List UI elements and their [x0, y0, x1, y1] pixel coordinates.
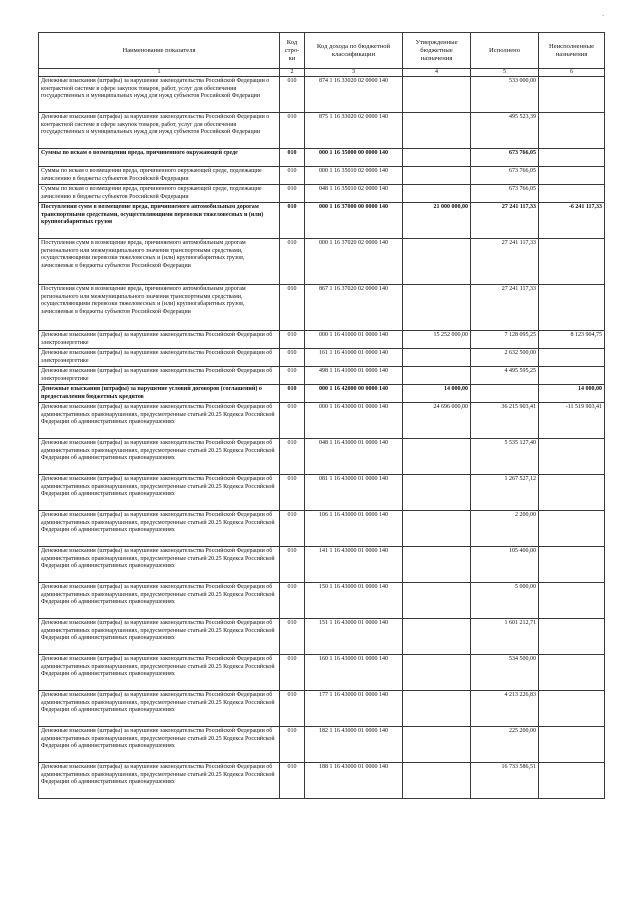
unexecuted-amount-cell	[539, 475, 605, 511]
indicator-name-cell: Суммы по искам о возмещении вреда, причиненного окружающей среде	[39, 149, 280, 167]
row-code-cell: 010	[280, 403, 305, 439]
unexecuted-amount-cell	[539, 167, 605, 185]
executed-amount-cell: 225 200,00	[471, 727, 539, 763]
unexecuted-amount-cell	[539, 727, 605, 763]
table-row	[39, 349, 605, 367]
indicator-name-cell: Денежные взыскания (штрафы) за нарушение законодательства Российской Федерации об административных правонарушениях, предусмотренные статьей 20.25 Кодекса Российской Федерации об административных правонарушениях	[39, 763, 280, 799]
executed-amount-cell: 4 213 226,83	[471, 691, 539, 727]
executed-amount-cell: 7 128 095,25	[471, 331, 539, 349]
unexecuted-amount-cell	[539, 655, 605, 691]
table-row	[39, 149, 605, 167]
table-row	[39, 475, 605, 511]
executed-amount-cell: 36 215 903,41	[471, 403, 539, 439]
income-code-cell: 106 1 16 43000 01 0000 140	[305, 511, 403, 547]
indicator-name-cell: Денежные взыскания (штрафы) за нарушение законодательства Российской Федерации об административных правонарушениях, предусмотренные статьей 20.25 Кодекса Российской Федерации об административных правонарушениях	[39, 475, 280, 511]
indicator-name-cell: Денежные взыскания (штрафы) за нарушение законодательства Российской Федерации об административных правонарушениях, предусмотренные статьей 20.25 Кодекса Российской Федерации об административных правонарушениях	[39, 439, 280, 475]
indicator-name-cell: Суммы по искам о возмещении вреда, причиненного окружающей среде, подлежащие зачислению в бюджеты субъектов Российской Федерации	[39, 185, 280, 203]
approved-amount-cell	[403, 619, 471, 655]
column-number: 2	[280, 69, 305, 77]
indicator-name-cell: Поступления сумм в возмещение вреда, причиняемого автомобильным дорогам регионального или межмуниципального значения транспортными средствами, осуществляющими перевозки тяжеловесных и (или) крупногабаритных грузов, зачисляемые в бюджеты субъектов Российской Федерации	[39, 239, 280, 285]
approved-amount-cell	[403, 475, 471, 511]
unexecuted-amount-cell	[539, 149, 605, 167]
table-row	[39, 331, 605, 349]
executed-amount-cell: 1 601 212,71	[471, 619, 539, 655]
executed-amount-cell: 533 000,00	[471, 77, 539, 113]
income-code-cell: 160 1 16 43000 01 0000 140	[305, 655, 403, 691]
row-code-cell: 010	[280, 655, 305, 691]
executed-amount-cell: 27 241 117,33	[471, 239, 539, 285]
unexecuted-amount-cell: 14 000,00	[539, 385, 605, 403]
header-row-code: Код стро-ки	[280, 33, 305, 69]
executed-amount-cell: 16 733 586,51	[471, 763, 539, 799]
indicator-name-cell: Денежные взыскания (штрафы) за нарушение законодательства Российской Федерации об электроэнергетике	[39, 367, 280, 385]
row-code-cell: 010	[280, 511, 305, 547]
table-row	[39, 367, 605, 385]
executed-amount-cell: 673 766,05	[471, 167, 539, 185]
table-row	[39, 619, 605, 655]
row-code-cell: 010	[280, 149, 305, 167]
unexecuted-amount-cell	[539, 511, 605, 547]
table-row	[39, 113, 605, 149]
column-number: 6	[539, 69, 605, 77]
column-number: 4	[403, 69, 471, 77]
column-number-row	[39, 69, 605, 77]
table-row	[39, 385, 605, 403]
income-code-cell: 000 1 16 41000 01 0000 140	[305, 331, 403, 349]
income-code-cell: 150 1 16 43000 01 0000 140	[305, 583, 403, 619]
indicator-name-cell: Денежные взыскания (штрафы) за нарушение законодательства Российской Федерации об административных правонарушениях, предусмотренные статьей 20.25 Кодекса Российской Федерации об административных правонарушениях	[39, 583, 280, 619]
approved-amount-cell	[403, 439, 471, 475]
unexecuted-amount-cell	[539, 185, 605, 203]
indicator-name-cell: Денежные взыскания (штрафы) за нарушение законодательства Российской Федерации об административных правонарушениях, предусмотренные статьей 20.25 Кодекса Российской Федерации об административных правонарушениях	[39, 619, 280, 655]
executed-amount-cell: 495 523,39	[471, 113, 539, 149]
approved-amount-cell	[403, 349, 471, 367]
indicator-name-cell: Денежные взыскания (штрафы) за нарушение условий договоров (соглашений) о предоставлении бюджетных кредитов	[39, 385, 280, 403]
unexecuted-amount-cell: -11 519 903,41	[539, 403, 605, 439]
table-row	[39, 583, 605, 619]
indicator-name-cell: Денежные взыскания (штрафы) за нарушение законодательства Российской Федерации о контрактной системе в сфере закупок товаров, работ, услуг для обеспечения государственных и муниципальных нужд для нужд субъектов Российской Федерации	[39, 77, 280, 113]
income-code-cell: 141 1 16 43000 01 0000 140	[305, 547, 403, 583]
unexecuted-amount-cell	[539, 113, 605, 149]
income-code-cell: 048 1 16 35010 02 0000 140	[305, 185, 403, 203]
unexecuted-amount-cell	[539, 619, 605, 655]
approved-amount-cell: 24 696 000,00	[403, 403, 471, 439]
row-code-cell: 010	[280, 185, 305, 203]
executed-amount-cell: 5 535 127,40	[471, 439, 539, 475]
row-code-cell: 010	[280, 763, 305, 799]
header-income-code: Код дохода по бюджетной классификации	[305, 33, 403, 69]
income-code-cell: 000 1 16 35010 02 0000 140	[305, 167, 403, 185]
income-code-cell: 048 1 16 43000 01 0000 140	[305, 439, 403, 475]
table-row	[39, 403, 605, 439]
income-code-cell: 161 1 16 41000 01 0000 140	[305, 349, 403, 367]
row-code-cell: 010	[280, 239, 305, 285]
table-header-row	[39, 33, 605, 69]
row-code-cell: 010	[280, 547, 305, 583]
approved-amount-cell	[403, 727, 471, 763]
table-row	[39, 547, 605, 583]
unexecuted-amount-cell	[539, 77, 605, 113]
table-row	[39, 691, 605, 727]
executed-amount-cell: 2 632 500,00	[471, 349, 539, 367]
unexecuted-amount-cell	[539, 349, 605, 367]
income-code-cell: 188 1 16 43000 01 0000 140	[305, 763, 403, 799]
row-code-cell: 010	[280, 619, 305, 655]
unexecuted-amount-cell	[539, 763, 605, 799]
income-code-cell: 000 1 16 37000 00 0000 140	[305, 203, 403, 239]
executed-amount-cell: 673 766,05	[471, 149, 539, 167]
income-code-cell: 874 1 16 33020 02 0000 140	[305, 77, 403, 113]
approved-amount-cell	[403, 113, 471, 149]
table-body	[39, 77, 605, 799]
unexecuted-amount-cell: -6 241 117,33	[539, 203, 605, 239]
header-unexecuted: Неисполненные назначения	[539, 33, 605, 69]
indicator-name-cell: Денежные взыскания (штрафы) за нарушение законодательства Российской Федерации об электроэнергетике	[39, 331, 280, 349]
approved-amount-cell	[403, 583, 471, 619]
row-code-cell: 010	[280, 285, 305, 331]
approved-amount-cell	[403, 691, 471, 727]
approved-amount-cell: 21 000 000,00	[403, 203, 471, 239]
indicator-name-cell: Денежные взыскания (штрафы) за нарушение законодательства Российской Федерации об электроэнергетике	[39, 349, 280, 367]
table-row	[39, 167, 605, 185]
approved-amount-cell: 14 000,00	[403, 385, 471, 403]
approved-amount-cell	[403, 185, 471, 203]
executed-amount-cell: 534 500,00	[471, 655, 539, 691]
income-code-cell: 000 1 16 43000 01 0000 140	[305, 403, 403, 439]
unexecuted-amount-cell: 8 123 904,75	[539, 331, 605, 349]
executed-amount-cell: 27 241 117,33	[471, 203, 539, 239]
row-code-cell: 010	[280, 583, 305, 619]
approved-amount-cell	[403, 167, 471, 185]
table-row	[39, 185, 605, 203]
indicator-name-cell: Денежные взыскания (штрафы) за нарушение законодательства Российской Федерации об административных правонарушениях, предусмотренные статьей 20.25 Кодекса Российской Федерации об административных правонарушениях	[39, 511, 280, 547]
unexecuted-amount-cell	[539, 239, 605, 285]
table-row	[39, 77, 605, 113]
executed-amount-cell: 673 766,05	[471, 185, 539, 203]
table-row	[39, 439, 605, 475]
row-code-cell: 010	[280, 77, 305, 113]
approved-amount-cell	[403, 763, 471, 799]
income-code-cell: 081 1 16 43000 01 0000 140	[305, 475, 403, 511]
header-approved: Утвержденные бюджетные назначения	[403, 33, 471, 69]
indicator-name-cell: Поступления сумм в возмещение вреда, причиняемого автомобильным дорогам регионального или межмуниципального значения транспортными средствами, осуществляющими перевозки тяжеловесных и (или) крупногабаритных грузов, зачисляемые в бюджеты субъектов Российской Федерации	[39, 285, 280, 331]
executed-amount-cell: 1 267 527,12	[471, 475, 539, 511]
table-row	[39, 239, 605, 285]
approved-amount-cell	[403, 285, 471, 331]
row-code-cell: 010	[280, 167, 305, 185]
row-code-cell: 010	[280, 475, 305, 511]
approved-amount-cell	[403, 547, 471, 583]
income-code-cell: 000 1 16 35000 00 0000 140	[305, 149, 403, 167]
income-execution-table	[38, 32, 605, 799]
row-code-cell: 010	[280, 367, 305, 385]
indicator-name-cell: Денежные взыскания (штрафы) за нарушение законодательства Российской Федерации об административных правонарушениях, предусмотренные статьей 20.25 Кодекса Российской Федерации об административных правонарушениях	[39, 691, 280, 727]
column-number: 3	[305, 69, 403, 77]
income-code-cell: 182 1 16 43000 01 0000 140	[305, 727, 403, 763]
table-row	[39, 655, 605, 691]
indicator-name-cell: Денежные взыскания (штрафы) за нарушение законодательства Российской Федерации об административных правонарушениях, предусмотренные статьей 20.25 Кодекса Российской Федерации об административных правонарушениях	[39, 727, 280, 763]
scan-mark: .	[602, 10, 604, 18]
indicator-name-cell: Денежные взыскания (штрафы) за нарушение законодательства Российской Федерации об административных правонарушениях, предусмотренные статьей 20.25 Кодекса Российской Федерации об административных правонарушениях	[39, 403, 280, 439]
indicator-name-cell: Денежные взыскания (штрафы) за нарушение законодательства Российской Федерации об административных правонарушениях, предусмотренные статьей 20.25 Кодекса Российской Федерации об административных правонарушениях	[39, 547, 280, 583]
approved-amount-cell	[403, 239, 471, 285]
row-code-cell: 010	[280, 113, 305, 149]
table-row	[39, 203, 605, 239]
row-code-cell: 010	[280, 331, 305, 349]
row-code-cell: 010	[280, 203, 305, 239]
indicator-name-cell: Денежные взыскания (штрафы) за нарушение законодательства Российской Федерации об административных правонарушениях, предусмотренные статьей 20.25 Кодекса Российской Федерации об административных правонарушениях	[39, 655, 280, 691]
executed-amount-cell: 27 241 117,33	[471, 285, 539, 331]
row-code-cell: 010	[280, 385, 305, 403]
unexecuted-amount-cell	[539, 691, 605, 727]
approved-amount-cell	[403, 511, 471, 547]
unexecuted-amount-cell	[539, 583, 605, 619]
income-code-cell: 000 1 16 42000 00 0000 140	[305, 385, 403, 403]
header-indicator-name: Наименование показателя	[39, 33, 280, 69]
header-executed: Исполнено	[471, 33, 539, 69]
indicator-name-cell: Денежные взыскания (штрафы) за нарушение законодательства Российской Федерации о контрактной системе в сфере закупок товаров, работ, услуг для обеспечения государственных и муниципальных нужд для нужд субъектов Российской Федерации	[39, 113, 280, 149]
row-code-cell: 010	[280, 439, 305, 475]
approved-amount-cell	[403, 77, 471, 113]
indicator-name-cell: Суммы по искам о возмещении вреда, причиненного окружающей среде, подлежащие зачислению в бюджеты субъектов Российской Федерации	[39, 167, 280, 185]
income-code-cell: 875 1 16 33020 02 0000 140	[305, 113, 403, 149]
income-code-cell: 151 1 16 43000 01 0000 140	[305, 619, 403, 655]
executed-amount-cell: 105 400,00	[471, 547, 539, 583]
executed-amount-cell: 2 200,00	[471, 511, 539, 547]
table-row	[39, 511, 605, 547]
table-row	[39, 763, 605, 799]
approved-amount-cell	[403, 367, 471, 385]
column-number: 1	[39, 69, 280, 77]
executed-amount-cell: 5 000,00	[471, 583, 539, 619]
executed-amount-cell	[471, 385, 539, 403]
income-code-cell: 867 1 16 37020 02 0000 140	[305, 285, 403, 331]
executed-amount-cell: 4 495 595,25	[471, 367, 539, 385]
income-code-cell: 498 1 16 41000 01 0000 140	[305, 367, 403, 385]
unexecuted-amount-cell	[539, 547, 605, 583]
unexecuted-amount-cell	[539, 367, 605, 385]
unexecuted-amount-cell	[539, 439, 605, 475]
approved-amount-cell	[403, 149, 471, 167]
column-number: 5	[471, 69, 539, 77]
row-code-cell: 010	[280, 727, 305, 763]
table-row	[39, 727, 605, 763]
approved-amount-cell: 15 252 000,00	[403, 331, 471, 349]
row-code-cell: 010	[280, 691, 305, 727]
income-code-cell: 177 1 16 43000 01 0000 140	[305, 691, 403, 727]
table-row	[39, 285, 605, 331]
income-code-cell: 000 1 16 37020 02 0000 140	[305, 239, 403, 285]
approved-amount-cell	[403, 655, 471, 691]
indicator-name-cell: Поступления сумм в возмещение вреда, причиняемого автомобильным дорогам транспортными средствами, осуществляющими перевозки тяжеловесных и (или) крупногабаритных грузов	[39, 203, 280, 239]
unexecuted-amount-cell	[539, 285, 605, 331]
row-code-cell: 010	[280, 349, 305, 367]
